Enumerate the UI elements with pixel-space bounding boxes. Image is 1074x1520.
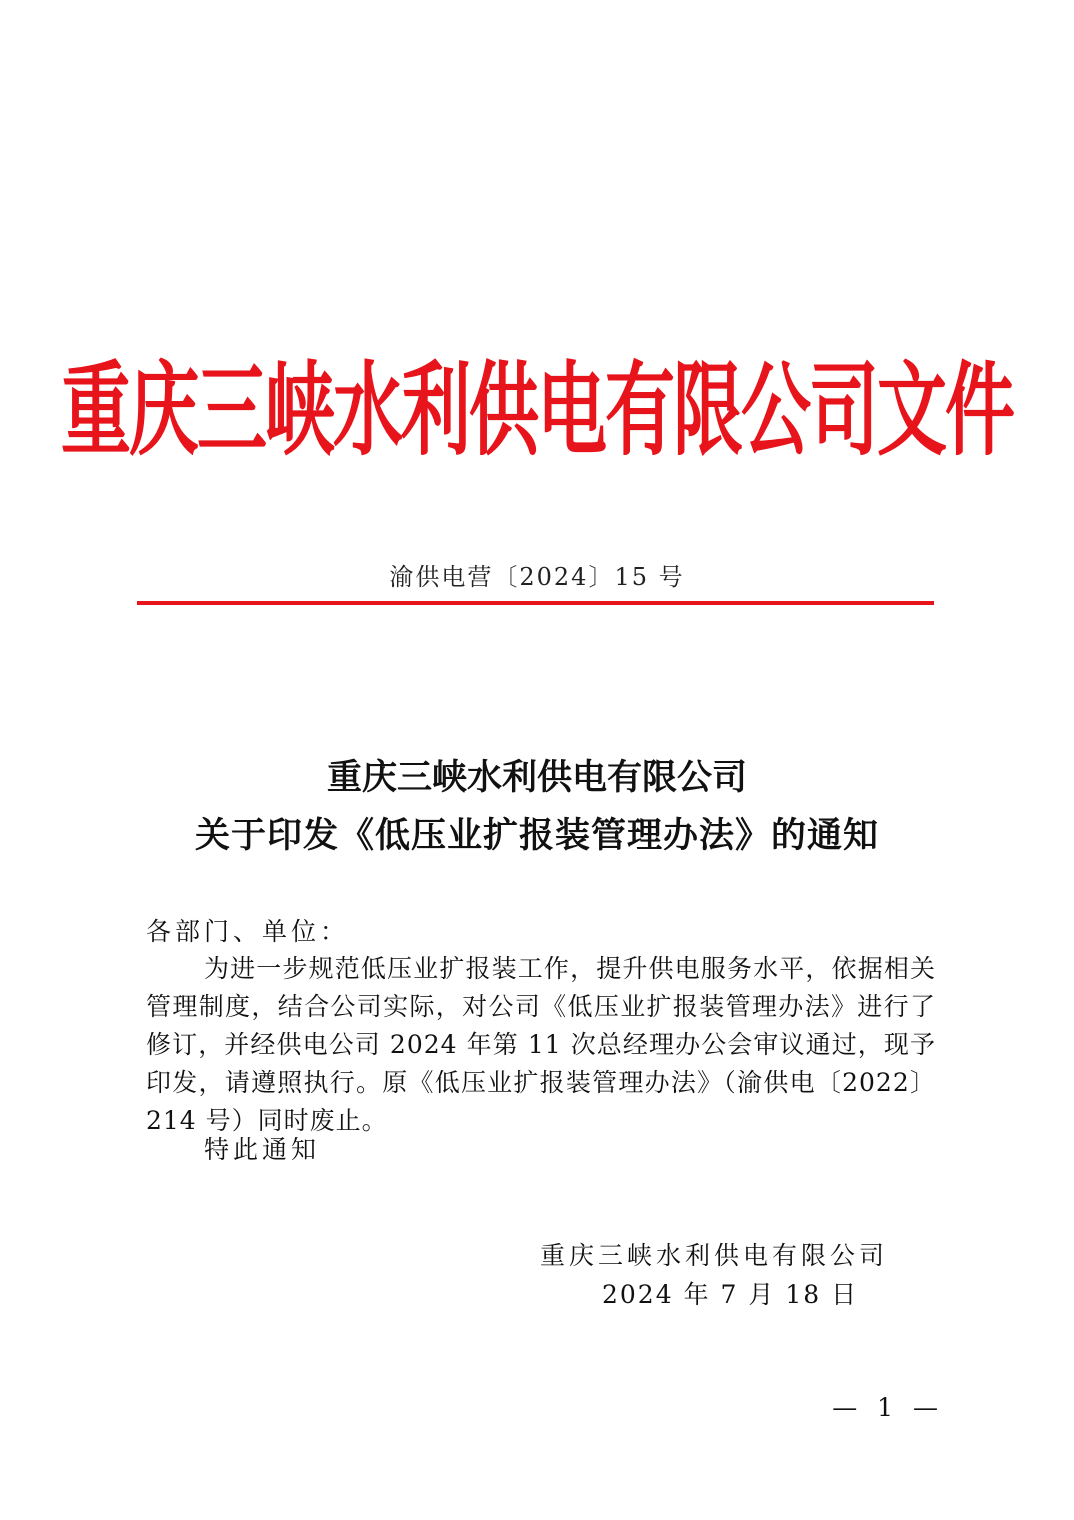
document-title-line-1: 重庆三峡水利供电有限公司 [326, 757, 747, 798]
document-number: 渝供电营〔2024〕15 号 [389, 563, 685, 591]
signatory: 重庆三峡水利供电有限公司 [540, 1241, 889, 1270]
page-number: — 1 — [832, 1393, 944, 1422]
document-masthead: 重庆三峡水利供电有限公司文件 [61, 351, 1013, 471]
issue-date: 2024 年 7 月 18 日 [602, 1280, 859, 1309]
red-divider-line [137, 601, 934, 605]
document-title-line-2: 关于印发《低压业扩报装管理办法》的通知 [194, 815, 879, 856]
body-paragraph: 为进一步规范低压业扩报装工作，提升供电服务水平，依据相关管理制度，结合公司实际，对公司《低压业扩报装管理办法》进行了修订，并经供电公司 2024 年第 11 次总经理办公会审议通过，现予印发，请遵照执行。原《低压业扩报装管理办法》（渝供电〔2022〕214 号）同时废止。 [146, 954, 936, 1135]
salutation: 各部门、单位： [146, 917, 350, 946]
closing-phrase: 特此通知 [204, 1135, 321, 1164]
